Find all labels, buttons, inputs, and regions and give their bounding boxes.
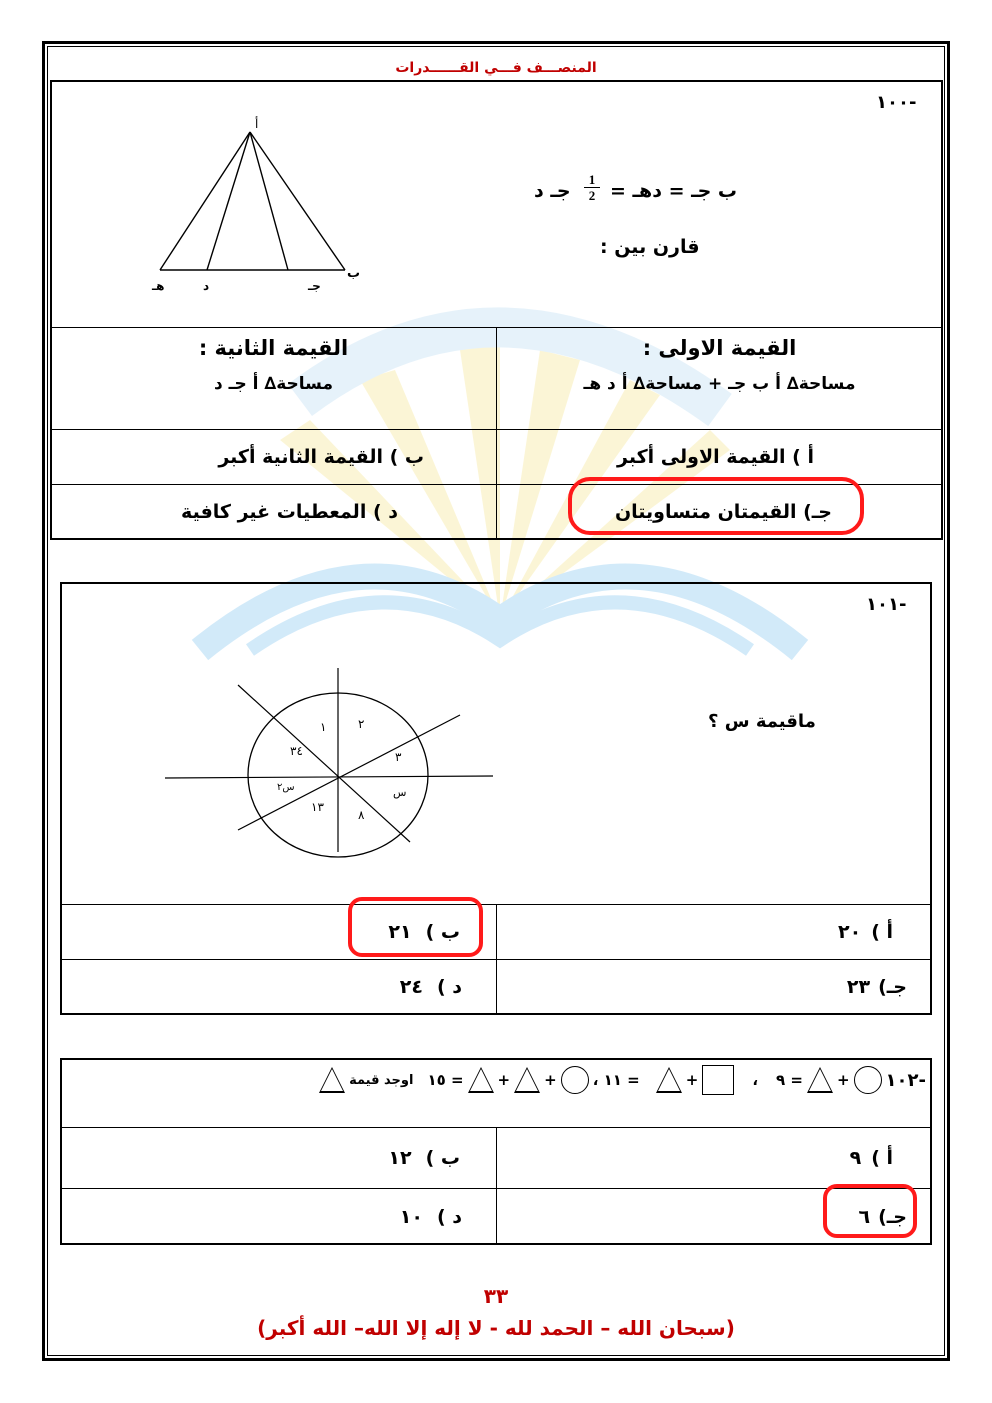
q101-number: ١٠١- [866,594,907,615]
triangle-diagram [140,120,370,300]
angle-label-2: ٢ [358,717,365,731]
value2-expression: مساحة∆ أ جـ د [214,374,333,394]
option-d-value: ٢٤ [399,976,423,998]
vertex-label-a: أ [255,117,259,131]
square-shape-icon [702,1065,734,1095]
triangle-shape-icon [514,1067,540,1093]
angle-label-13: ١٣ [311,800,324,814]
circle-shape-icon [561,1066,589,1094]
triangle-shape-icon [656,1067,682,1093]
answer-mark-q101 [348,897,483,957]
vertex-label-b: ب [347,266,361,281]
q100-option-a[interactable]: أ ) القيمة الاولى أكبر [496,429,943,485]
angle-label-2x: س٢ [277,782,295,793]
option-a-label: أ ) [871,1147,893,1169]
angle-label-x: س [393,786,407,799]
option-b-value: ١٢ [388,1147,412,1169]
option-b-label: ب ) [425,1147,460,1169]
angle-label-1: ١ [320,720,327,734]
option-c-label: جـ) [878,976,907,998]
q100-option-d[interactable]: د ) المعطيات غير كافية [50,484,497,540]
answer-mark-q102 [823,1184,917,1238]
page-header: المنصـــف فـــي القــــــدرات [395,60,597,76]
footer-tasbih: (سبحان الله – الحمد لله - لا إله إلا الله– الله أكبر) [257,1316,735,1340]
value1-title: القيمة الاولى : [642,336,797,360]
vertex-label-j: جـ [308,279,321,293]
eq3-value: = ١٥ [427,1071,464,1089]
q101-option-a[interactable] [496,904,932,960]
triangle-shape-icon [468,1067,494,1093]
option-b-value: ٢١ [388,921,412,943]
eq2-value: = ١١ ، [592,1071,640,1089]
fraction-half [584,172,600,203]
plus-sign: + [544,1071,557,1089]
q102-option-b[interactable] [60,1127,497,1189]
q100-number: ١٠٠- [876,92,917,113]
plus-sign: + [497,1071,511,1089]
plus-sign: + [685,1071,699,1089]
circle-angles-diagram [160,660,500,860]
option-d-label: د ) [436,976,462,998]
q102-number: ١٠٢- [885,1069,926,1091]
q102-equation-row [286,1062,926,1098]
value1-expression: مساحة∆ أ ب جـ + مساحة∆ أ د هـ [583,374,856,394]
option-d-label: د ) [436,1205,462,1228]
page-number: ٣٣ [483,1284,509,1308]
angle-label-3: ٣ [395,750,402,764]
q100-statement-rhs: جـ د [534,180,571,202]
q100-statement-lhs: ب جـ = دهـ = [610,180,737,202]
q100-option-b[interactable]: ب ) القيمة الثانية أكبر [50,429,497,485]
triangle-shape-icon [319,1067,345,1093]
q101-question: ماقيمة س ؟ [708,711,816,732]
option-d-value: ١٠ [399,1205,423,1228]
q100-value2 [50,327,497,430]
plus-sign: + [836,1071,850,1089]
vertex-label-h: هـ [152,279,165,293]
q100-option-c[interactable]: جـ) القيمتان متساويتان [496,484,943,540]
eq1-value: = ٩ [776,1071,803,1089]
separator: ، [752,1071,759,1089]
ask-text: اوجد قيمة [349,1072,414,1088]
option-c-value: ٢٣ [846,976,871,998]
q101-option-c[interactable] [496,959,932,1015]
q100-compare: قارن بين : [600,236,700,258]
answer-mark-q100 [568,477,864,535]
option-c-value: ٦ [858,1205,871,1228]
q100-value1 [496,327,943,430]
triangle-shape-icon [807,1067,833,1093]
angle-label-34: ٣٤ [290,744,303,758]
option-a-label: أ ) [871,921,893,943]
value2-title: القيمة الثانية : [198,336,349,360]
q101-option-d[interactable] [60,959,497,1015]
option-b-label: ب ) [425,921,460,943]
option-c-label: جـ) [878,1205,907,1228]
vertex-label-d: د [203,279,210,293]
option-a-value: ٩ [849,1147,862,1169]
circle-shape-icon [854,1066,882,1094]
q102-option-d[interactable] [60,1188,497,1245]
option-a-value: ٢٠ [837,921,862,943]
q102-option-a[interactable] [496,1127,932,1189]
fraction-numerator: 1 [584,172,600,188]
angle-label-8: ٨ [358,808,365,822]
fraction-denominator: 2 [588,188,596,203]
